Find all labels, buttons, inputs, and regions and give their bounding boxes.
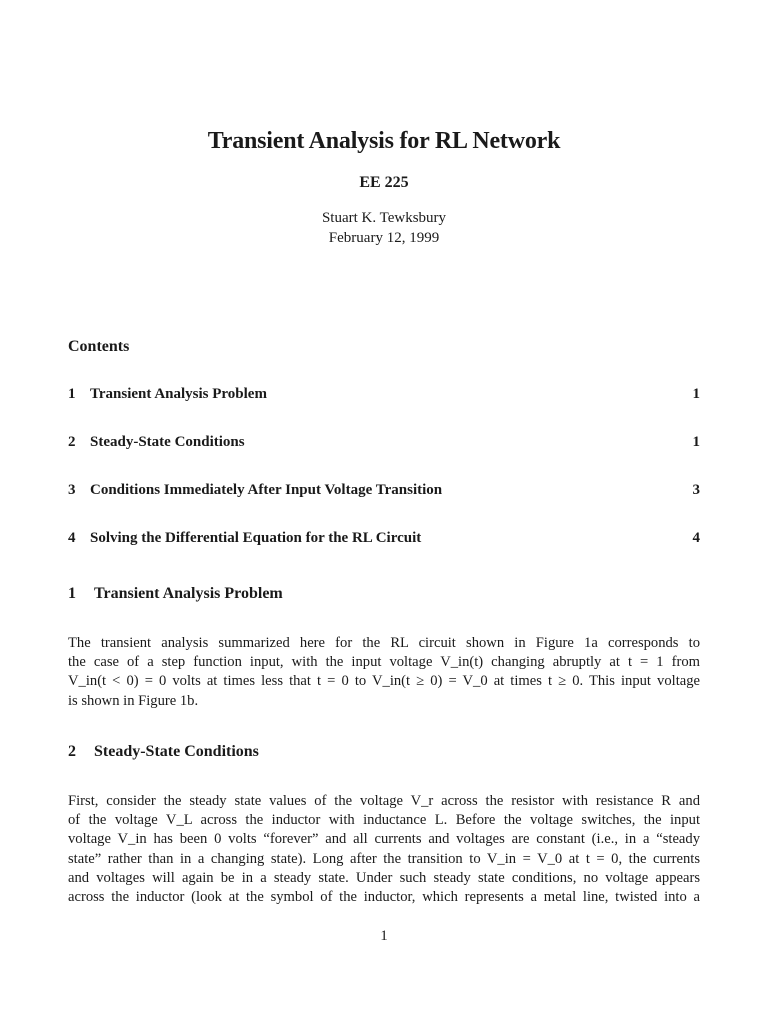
paragraph-line: the case of a step function input, with the input voltage V_in(t) changing abruptly at t = 1 from xyxy=(68,654,700,671)
section-title: Transient Analysis Problem xyxy=(94,585,283,602)
section-paragraph xyxy=(68,634,700,711)
toc-entry-number: 1 xyxy=(68,386,76,402)
paragraph-line: voltage V_in has been 0 volts “forever” and all currents and voltages are constant (i.e., in a “steady xyxy=(68,831,700,848)
document-date: February 12, 1999 xyxy=(328,230,440,246)
toc-entry-page: 1 xyxy=(692,386,700,402)
section-number: 1 xyxy=(68,585,76,602)
course-code: EE 225 xyxy=(359,174,409,191)
document-title: Transient Analysis for RL Network xyxy=(207,128,561,154)
paragraph-line: and voltages will again be in a steady state. Under such steady state conditions, no voltage appears xyxy=(68,869,700,886)
toc-entry-title[interactable]: Transient Analysis Problem xyxy=(90,386,267,402)
toc-entry-number: 2 xyxy=(68,434,76,450)
toc-entry[interactable] xyxy=(68,530,700,550)
section-heading xyxy=(68,585,283,603)
toc-entry-page: 1 xyxy=(692,434,700,450)
toc-entry[interactable] xyxy=(68,434,700,454)
paragraph-line: The transient analysis summarized here for the RL circuit shown in Figure 1a corresponds to xyxy=(68,635,700,651)
toc-entry-number: 3 xyxy=(68,482,76,498)
section-paragraph xyxy=(68,792,700,907)
toc-entry-page: 4 xyxy=(692,530,700,546)
section-number: 2 xyxy=(68,743,76,760)
toc-entry-page: 3 xyxy=(692,482,700,498)
page-number: 1 xyxy=(380,928,388,944)
contents-heading: Contents xyxy=(68,338,130,355)
toc-entry[interactable] xyxy=(68,482,700,502)
toc-entry[interactable] xyxy=(68,386,700,406)
section-title: Steady-State Conditions xyxy=(94,743,259,760)
section-heading xyxy=(68,743,259,761)
toc-entry-title[interactable]: Steady-State Conditions xyxy=(90,434,245,450)
toc-entry-title[interactable]: Conditions Immediately After Input Voltage Transition xyxy=(90,482,443,498)
toc-entry-number: 4 xyxy=(68,530,76,546)
toc-entry-title[interactable]: Solving the Differential Equation for the RL Circuit xyxy=(90,530,422,546)
paragraph-line: is shown in Figure 1b. xyxy=(68,692,199,709)
paragraph-line: across the inductor (look at the symbol of the inductor, which represents a metal line, twisted into a xyxy=(68,889,700,906)
paragraph-line: state” rather than in a changing state). Long after the transition to V_in = V_0 at t = 0, the currents xyxy=(68,850,700,867)
paragraph-line: First, consider the steady state values of the voltage V_r across the resistor with resistance R and xyxy=(68,793,700,809)
paragraph-line: V_in(t < 0) = 0 volts at times less that t = 0 to V_in(t ≥ 0) = V_0 at times t ≥ 0. This input voltage xyxy=(68,673,700,690)
author-name: Stuart K. Tewksbury xyxy=(321,210,447,226)
paragraph-line: of the voltage V_L across the inductor with inductance L. Before the voltage switches, the input xyxy=(68,812,700,829)
